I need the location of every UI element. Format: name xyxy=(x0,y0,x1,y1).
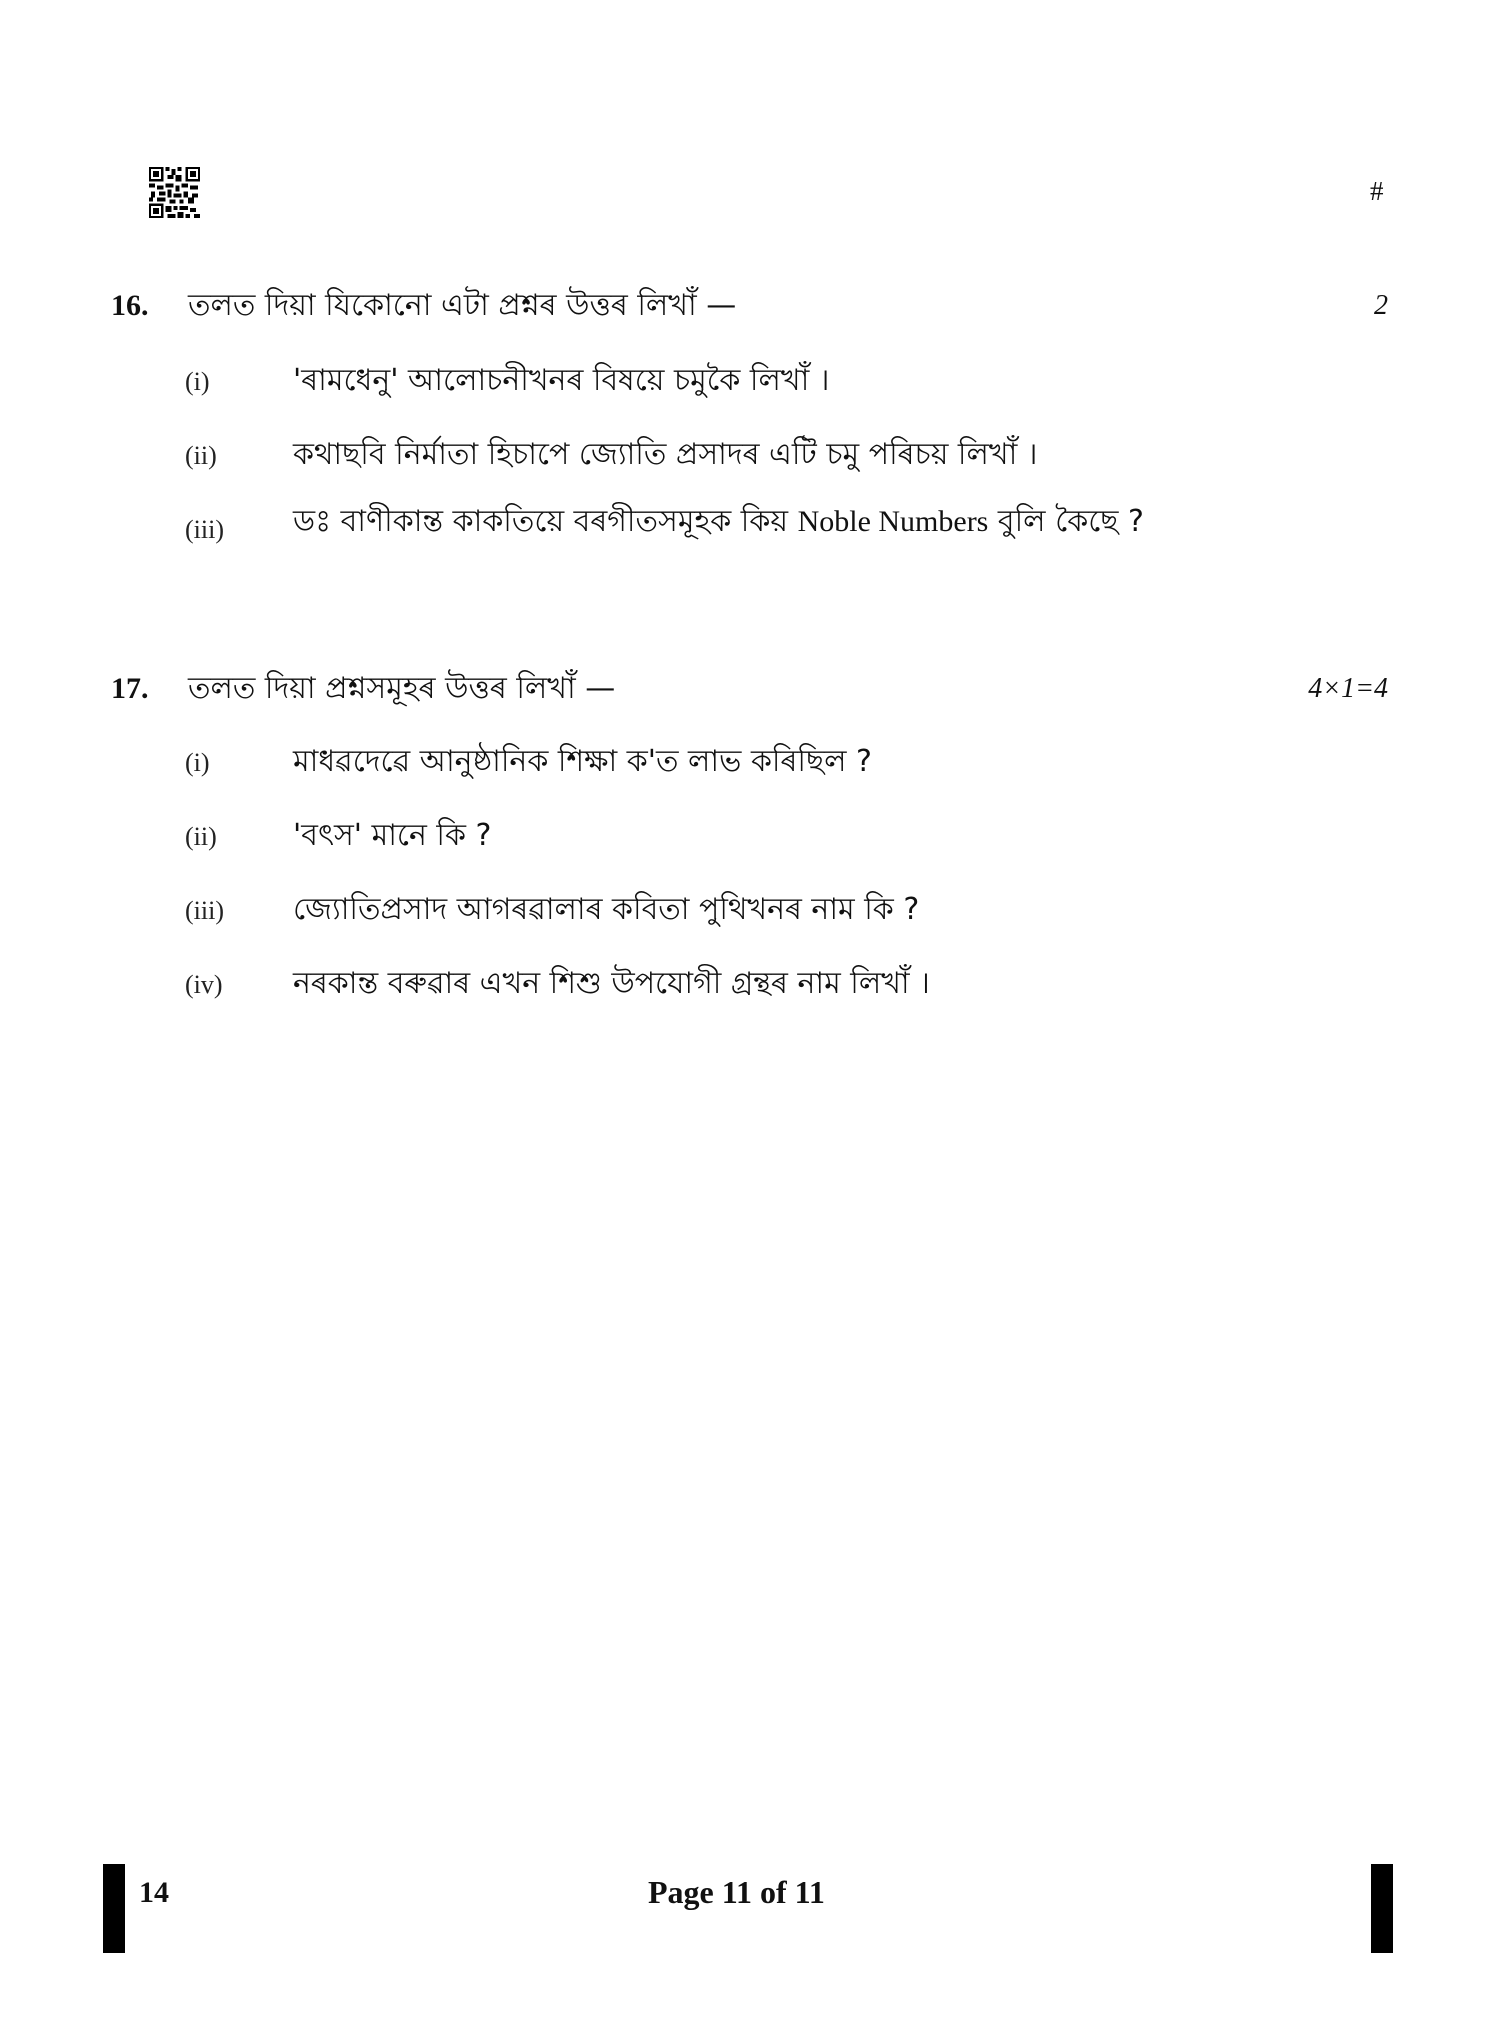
footer-left-bar xyxy=(103,1864,125,1953)
question-17-item-iv-label: (iv) xyxy=(185,970,223,999)
question-16-text: তলত দিয়া যিকোনো এটা প্ৰশ্নৰ উত্তৰ লিখাঁ — xyxy=(188,288,737,323)
question-17-item-i-text: মাধৱদেৱে আনুষ্ঠানিক শিক্ষা ক'ত লাভ কৰিছিল ? xyxy=(293,744,872,779)
question-17-item-ii-text: 'বৎস' মানে কি ? xyxy=(293,818,492,853)
question-17-number: 17. xyxy=(111,672,149,705)
question-17-item-iii-label: (iii) xyxy=(185,896,224,925)
question-16-item-iii-text xyxy=(293,500,1318,544)
page-number: Page 11 of 11 xyxy=(648,1874,825,1910)
question-17-item-iv-text: নৰকান্ত বৰুৱাৰ এখন শিশু উপযোগী গ্ৰন্থৰ নাম লিখাঁ । xyxy=(293,966,930,1001)
question-17-marks: 4×1=4 xyxy=(1308,673,1388,704)
question-16-number: 16. xyxy=(111,289,149,322)
qr-code-icon xyxy=(149,167,200,218)
question-17-item-i-label: (i) xyxy=(185,748,210,777)
question-16-item-ii-label: (ii) xyxy=(185,441,217,470)
question-16-item-ii-text: কথাছবি নিৰ্মাতা হিচাপে জ্যোতি প্ৰসাদৰ এটি চমু পৰিচয় লিখাঁ । xyxy=(293,437,1038,472)
question-16-item-iii-text-before: ডঃ বাণীকান্ত কাকতিয়ে বৰগীতসমূহক কিয় xyxy=(293,504,789,539)
question-17-text: তলত দিয়া প্ৰশ্নসমূহৰ উত্তৰ লিখাঁ — xyxy=(188,671,616,706)
question-16-item-i-text: 'ৰামধেনু' আলোচনীখনৰ বিষয়ে চমুকৈ লিখাঁ । xyxy=(293,363,830,398)
question-16-item-iii-label: (iii) xyxy=(185,515,224,544)
question-17-item-iii-text: জ্যোতিপ্ৰসাদ আগৰৱালাৰ কবিতা পুথিখনৰ নাম কি ? xyxy=(293,892,920,927)
question-16-item-iii-text-after: বুলি কৈছে ? xyxy=(997,504,1144,539)
question-16-item-i-label: (i) xyxy=(185,367,210,396)
footer-right-bar xyxy=(1371,1864,1393,1953)
question-16-item-iii-text-latin: Noble Numbers xyxy=(797,505,989,538)
question-17-item-ii-label: (ii) xyxy=(185,822,217,851)
paper-code: 14 xyxy=(139,1876,169,1909)
question-16-marks: 2 xyxy=(1374,290,1388,321)
page-marker-hash: # xyxy=(1370,176,1384,206)
